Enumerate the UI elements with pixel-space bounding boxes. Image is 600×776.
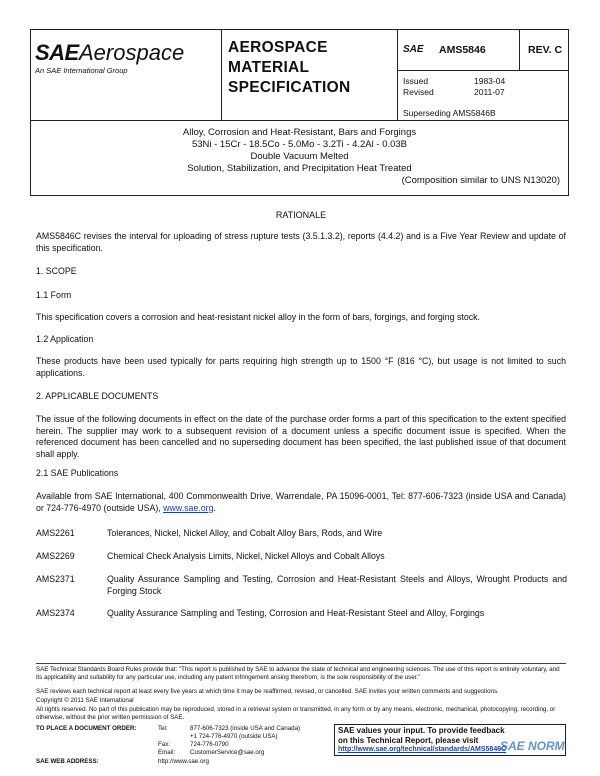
email-address[interactable]: CustomerService@sae.org xyxy=(190,749,265,756)
reference-code: AMS2269 xyxy=(36,551,75,561)
reference-title: Tolerances, Nickel, Nickel Alloy, and Cobalt Alloy Bars, Rods, and Wire xyxy=(107,528,383,538)
watermark-logo: SAE NORM xyxy=(500,739,565,753)
title-line: MATERIAL xyxy=(228,59,310,76)
feedback-line: on this Technical Report, please visit xyxy=(338,735,479,745)
divider xyxy=(519,30,520,70)
paragraph-text: Available from SAE International, 400 Commonwealth Drive, Warrendale, PA 15096-0001, Tel: 877-606-7323 (inside USA and Canada) or 724-776-4970 (outside USA), xyxy=(36,491,566,513)
section-heading: 1.1 Form xyxy=(36,290,72,300)
paragraph: This specification covers a corrosion and heat-resistant nickel alloy in the form of bars, forgings, and forging stock. xyxy=(36,312,480,322)
divider xyxy=(221,30,222,120)
document-type-title xyxy=(228,38,350,98)
fax-number: 724-776-0790 xyxy=(190,741,229,748)
section-heading: 1.2 Application xyxy=(36,334,94,344)
feedback-link[interactable]: http://www.sae.org/technical/standards/AMS5846C xyxy=(338,746,507,753)
title-line: AEROSPACE xyxy=(228,39,328,56)
paragraph: The issue of the following documents in effect on the date of the purchase order forms a part of this specification to the extent specified herein. The supplier may work to a subsequent revision of a document unless a specific document issue is specified. When the referenced document has been cancelled and no superseding document has been specified, the last published issue of that document shall apply. xyxy=(36,414,566,459)
logo-aerospace: Aerospace xyxy=(79,40,185,65)
reference-code: AMS2261 xyxy=(36,528,75,538)
footer-rules: SAE Technical Standards Board Rules provide that: "This report is published by SAE to advance the state of technical and engineering sciences. The use of this report is entirely voluntary, and its applicability and suitability for any particular use, including any patent infringement arising therefrom, is the sole responsibility of the user." xyxy=(36,666,560,681)
subject-line: Double Vacuum Melted xyxy=(250,151,349,162)
rationale-text: AMS5846C revises the interval for uploading of stress rupture tests (3.5.1.3.2), reports (4.4.2) and is a Five Year Review and update of this specification. xyxy=(36,231,566,253)
email-label: Email: xyxy=(158,749,176,756)
superseding: Superseding AMS5846B xyxy=(403,108,496,118)
divider xyxy=(397,30,398,120)
reference-code: AMS2374 xyxy=(36,608,75,618)
paragraph: These products have been used typically for parts requiring high strength up to 1500 °F (816 °C), but usage is not limited to such applications. xyxy=(36,356,566,378)
section-heading: 2. APPLICABLE DOCUMENTS xyxy=(36,391,159,401)
footer-review: SAE reviews each technical report at least every five years at which time it may be reaffirmed, revised, or cancelled. SAE invites your written comments and suggestions. xyxy=(36,688,499,695)
order-label: TO PLACE A DOCUMENT ORDER: xyxy=(36,725,137,732)
paragraph-text: . xyxy=(213,502,216,513)
reference-code: AMS2371 xyxy=(36,574,75,584)
tel-number: 877-606-7323 (inside USA and Canada) xyxy=(190,725,301,732)
fax-label: Fax: xyxy=(158,741,171,748)
subject-line: Alloy, Corrosion and Heat-Resistant, Bars and Forgings xyxy=(182,127,417,138)
subject-line: Solution, Stabilization, and Precipitation Heat Treated xyxy=(187,163,412,174)
tel-label: Tel: xyxy=(158,725,168,732)
rationale-heading: RATIONALE xyxy=(275,210,327,220)
header-block xyxy=(30,29,569,121)
sae-mark: SAE xyxy=(403,44,424,55)
revision: REV. C xyxy=(528,44,563,56)
subject-block xyxy=(30,121,569,196)
section-heading: 2.1 SAE Publications xyxy=(36,468,119,478)
feedback-line: SAE values your input. To provide feedback xyxy=(338,726,505,735)
subject-line: 53Ni - 15Cr - 18.5Co - 5.0Mo - 3.2Ti - 4.2Al - 0.03B xyxy=(191,139,408,150)
reference-title: Quality Assurance Sampling and Testing, Corrosion and Heat-Resistant Steel and Alloy, Forgings xyxy=(107,608,485,618)
logo-sae: SAE xyxy=(35,40,79,65)
issued-label: Issued xyxy=(403,76,429,86)
spec-number: AMS5846 xyxy=(439,44,486,56)
footer-rights: All rights reserved. No part of this publication may be reproduced, stored in a retrieval system or transmitted, in any form or by any means, electronic, mechanical, photocopying, recording, or otherwise, without the prior written permission of SAE. xyxy=(36,706,556,721)
paragraph xyxy=(36,491,566,514)
web-label: SAE WEB ADDRESS: xyxy=(36,758,99,765)
footer-copyright: Copyright © 2011 SAE International xyxy=(36,697,134,704)
web-address[interactable]: http://www.sae.org xyxy=(158,758,209,765)
title-line: SPECIFICATION xyxy=(228,79,351,96)
tel-number: +1 724-776-4970 (outside USA) xyxy=(190,733,278,740)
subject-line: (Composition similar to UNS N13020) xyxy=(401,175,560,186)
issued-date: 1983-04 xyxy=(474,76,506,86)
sae-website-link[interactable]: www.sae.org xyxy=(163,502,214,513)
divider xyxy=(397,70,568,71)
logo-subtitle: An SAE International Group xyxy=(35,66,128,75)
reference-title: Chemical Check Analysis Limits, Nickel, Nickel Alloys and Cobalt Alloys xyxy=(107,551,385,561)
revised-date: 2011-07 xyxy=(474,87,505,97)
reference-title: Quality Assurance Sampling and Testing, Corrosion and Heat-Resistant Steels and Alloys, Wrought Products and Forging Stock xyxy=(107,574,567,596)
revised-label: Revised xyxy=(403,87,434,97)
section-heading: 1. SCOPE xyxy=(36,266,77,276)
footer-divider xyxy=(36,663,566,664)
